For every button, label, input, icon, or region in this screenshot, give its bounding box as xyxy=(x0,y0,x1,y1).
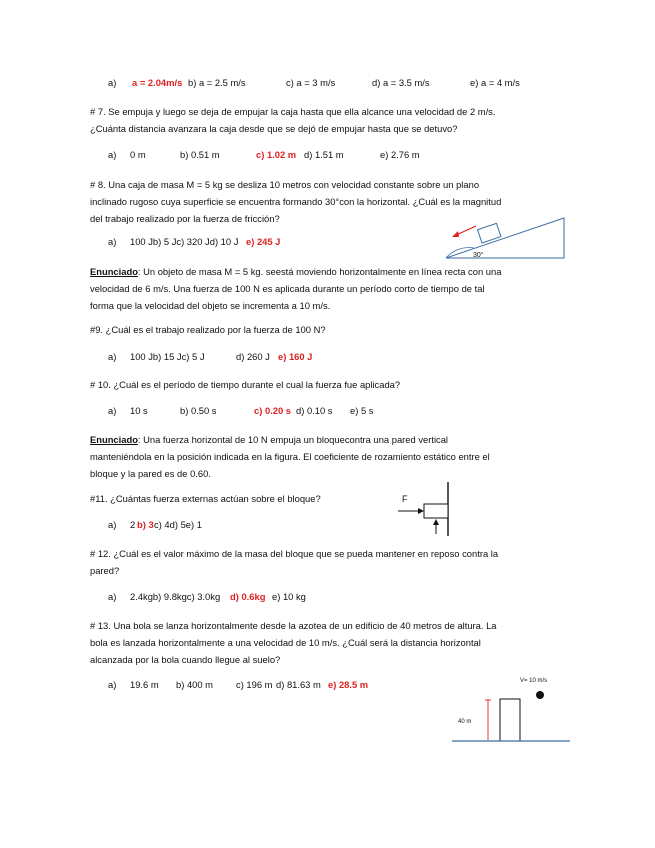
friction-arrow-head xyxy=(452,231,459,237)
q8-line2: inclinado rugoso cuya superficie se encuentra formando 30°con la horizontal. ¿Cuál es la magnitud xyxy=(90,196,502,207)
q12-a-label: a) xyxy=(108,591,117,602)
q10-option-c: c) 0.20 s xyxy=(254,405,292,416)
height-label: 40 m xyxy=(458,719,472,725)
q12-line1: # 12. ¿Cuál es el valor máximo de la masa del bloque que se pueda mantener en reposo contra la xyxy=(90,548,499,559)
force-arrow-head xyxy=(418,508,424,514)
q9-line1: #9. ¿Cuál es el trabajo realizado por la fuerza de 100 N? xyxy=(90,324,326,335)
q13-option-a: 19.6 m xyxy=(130,679,159,690)
force-label: F xyxy=(402,494,408,504)
q6-option-d: d) a = 3.5 m/s xyxy=(372,77,430,88)
q9-a-label: a) xyxy=(108,351,117,362)
q13-option-b: b) 400 m xyxy=(176,679,213,690)
q12-option-d: d) 0.6kg xyxy=(230,591,266,602)
q13-option-e: e) 28.5 m xyxy=(328,679,369,690)
q7-line1: # 7. Se empuja y luego se deja de empujar la caja hasta que ella alcance una velocidad de 2 m/s. xyxy=(90,106,496,117)
q7-question xyxy=(90,103,564,137)
wall-block-diagram xyxy=(394,482,458,540)
block xyxy=(424,504,448,518)
q10-a-label: a) xyxy=(108,405,117,416)
q8-option-e: e) 245 J xyxy=(246,236,281,247)
q6-option-b: b) a = 2.5 m/s xyxy=(188,77,246,88)
q13-line2: bola es lanzada horizontalmente a una velocidad de 10 m/s. ¿Cuál será la distancia horizontal xyxy=(90,637,481,648)
q11-a-label: a) xyxy=(108,519,117,530)
q10-option-d: d) 0.10 s xyxy=(296,405,333,416)
q10-question xyxy=(90,376,564,393)
enunciado-1 xyxy=(90,263,564,314)
q8-options: 100 Jb) 5 Jc) 320 Jd) 10 J xyxy=(130,236,239,247)
q9-option-d: d) 260 J xyxy=(236,351,270,362)
q11-question xyxy=(90,490,564,507)
q13-a-label: a) xyxy=(108,679,117,690)
q10-option-b: b) 0.50 s xyxy=(180,405,217,416)
q7-option-c: c) 1.02 m xyxy=(256,149,297,160)
q8-a-label: a) xyxy=(108,236,117,247)
q10-option-e: e) 5 s xyxy=(350,405,374,416)
enunciado-2-title: Enunciado xyxy=(90,434,138,445)
q12-question xyxy=(90,545,564,579)
q7-option-a: 0 m xyxy=(130,149,146,160)
q13-option-d: d) 81.63 m xyxy=(276,679,321,690)
q11-line1: #11. ¿Cuántas fuerza externas actúan sobre el bloque? xyxy=(90,493,321,504)
q6-option-a: a = 2.04m/s xyxy=(132,77,183,88)
q6-option-c: c) a = 3 m/s xyxy=(286,77,336,88)
q9-question xyxy=(90,321,564,338)
q9-option-e: e) 160 J xyxy=(278,351,313,362)
q10-line1: # 10. ¿Cuál es el período de tiempo durante el cual la fuerza fue aplicada? xyxy=(90,379,401,390)
q7-option-b: b) 0.51 m xyxy=(180,149,220,160)
q12-options: 2.4kgb) 9.8kgc) 3.0kg xyxy=(130,591,221,602)
building xyxy=(500,699,520,741)
q8-line3: del trabajo realizado por la fuerza de fricción? xyxy=(90,213,280,224)
q12-option-e: e) 10 kg xyxy=(272,591,306,602)
q12-line2: pared? xyxy=(90,565,120,576)
q6-a-label: a) xyxy=(108,77,117,88)
q13-line3: alcanzada por la bola cuando llegue al suelo? xyxy=(90,654,281,665)
q7-option-d: d) 1.51 m xyxy=(304,149,344,160)
incline-diagram xyxy=(440,212,570,262)
enunciado-2-line3: bloque y la pared es de 0.60. xyxy=(90,468,211,479)
q13-option-c: c) 196 m xyxy=(236,679,273,690)
enunciado-1-title: Enunciado xyxy=(90,266,138,277)
q6-option-e: e) a = 4 m/s xyxy=(470,77,520,88)
q13-line1: # 13. Una bola se lanza horizontalmente desde la azotea de un edificio de 40 metros de altura. La xyxy=(90,620,497,631)
q13-question xyxy=(90,617,564,668)
q8-line1: # 8. Una caja de masa M = 5 kg se desliza 10 metros con velocidad constante sobre un plano xyxy=(90,179,480,190)
enunciado-2 xyxy=(90,431,564,482)
q7-line2: ¿Cuánta distancia avanzara la caja desde que se dejó de empujar hasta que se detuvo? xyxy=(90,123,458,134)
q10-option-a: 10 s xyxy=(130,405,148,416)
q11-option-a: 2 xyxy=(130,519,136,530)
support-arrow-head xyxy=(433,519,439,525)
enunciado-1-line2: velocidad de 6 m/s. Una fuerza de 100 N es aplicada durante un período corto de tiempo de tal xyxy=(90,283,485,294)
ball xyxy=(536,691,544,699)
q9-options: 100 Jb) 15 Jc) 5 J xyxy=(130,351,205,362)
enunciado-2-line1: : Una fuerza horizontal de 10 N empuja un bloquecontra una pared vertical xyxy=(137,434,449,445)
angle-label: 30° xyxy=(473,252,484,259)
q7-a-label: a) xyxy=(108,149,117,160)
incline-triangle xyxy=(446,218,564,258)
q11-option-b: b) 3 xyxy=(137,519,154,530)
enunciado-1-line3: forma que la velocidad del objeto se incrementa a 10 m/s. xyxy=(90,300,331,311)
q11-options: c) 4d) 5e) 1 xyxy=(154,519,202,530)
enunciado-1-line1: : Un objeto de masa M = 5 kg. seestá moviendo horizontalmente en línea recta con una xyxy=(137,266,502,277)
q7-option-e: e) 2.76 m xyxy=(380,149,420,160)
building-diagram xyxy=(452,672,572,748)
enunciado-2-line2: manteniéndola en la posición indicada en la figura. El coeficiente de rozamiento estático entre el xyxy=(90,451,490,462)
velocity-label: V= 10 m/s xyxy=(520,678,548,684)
